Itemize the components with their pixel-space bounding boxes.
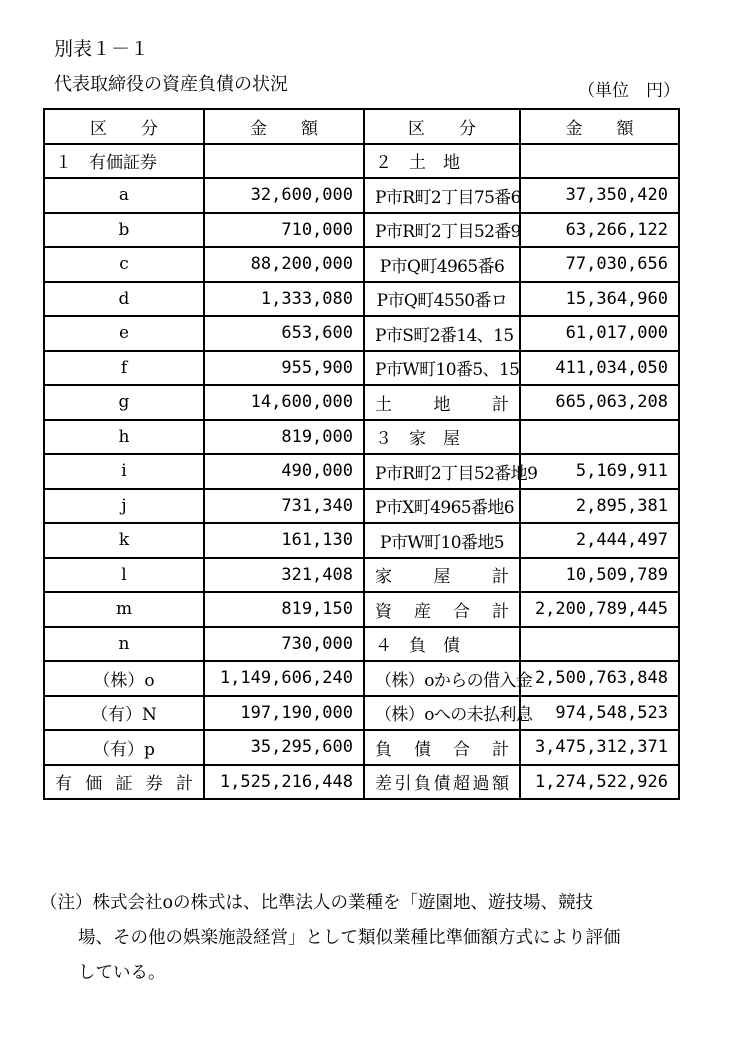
table-row <box>44 282 679 317</box>
left-amount-cell: 88,200,000 <box>204 247 364 282</box>
left-amount-cell: 1,333,080 <box>204 282 364 317</box>
table-row <box>44 558 679 593</box>
table-row <box>44 696 679 731</box>
left-amount-cell: 35,295,600 <box>204 730 364 765</box>
unit-label: （単位 円） <box>578 81 680 101</box>
left-category-cell: j <box>44 489 204 524</box>
left-amount-cell: 14,600,000 <box>204 385 364 420</box>
right-category-cell: 負 債 合 計 <box>364 730 520 765</box>
document-label: 別表１－１ <box>54 38 150 60</box>
right-category-cell: P市R町2丁目52番9 <box>364 213 520 248</box>
right-category-cell: 資 産 合 計 <box>364 592 520 627</box>
footnote <box>40 886 700 991</box>
right-amount-cell: 37,350,420 <box>520 178 679 213</box>
table-caption: 代表取締役の資産負債の状況 <box>54 74 288 95</box>
right-amount-cell: 2,500,763,848 <box>520 661 679 696</box>
asset-liability-table <box>43 108 680 800</box>
right-category-cell: P市Q町4965番6 <box>364 247 520 282</box>
left-category-cell: h <box>44 420 204 455</box>
right-category-cell: P市W町10番地5 <box>364 523 520 558</box>
right-amount-cell: 2,444,497 <box>520 523 679 558</box>
table-row <box>44 420 679 455</box>
header-right-category: 区 分 <box>364 109 520 144</box>
table-row <box>44 765 679 800</box>
left-amount-cell: 653,600 <box>204 316 364 351</box>
left-category-cell: （有）N <box>44 696 204 731</box>
right-amount-cell: 2,895,381 <box>520 489 679 524</box>
right-amount-cell: 665,063,208 <box>520 385 679 420</box>
left-amount-cell: 730,000 <box>204 627 364 662</box>
footnote-line-2: 場、その他の娯楽施設経営」として類似業種比準価額方式により評価 <box>78 928 621 948</box>
left-amount-cell: 321,408 <box>204 558 364 593</box>
right-category-cell: 土 地 計 <box>364 385 520 420</box>
right-category-cell: P市W町10番5、15 <box>364 351 520 386</box>
right-amount-cell: 2,200,789,445 <box>520 592 679 627</box>
table-row <box>44 661 679 696</box>
left-category-cell: c <box>44 247 204 282</box>
left-category-cell: e <box>44 316 204 351</box>
left-category-cell: l <box>44 558 204 593</box>
table-row <box>44 489 679 524</box>
right-category-cell: P市R町2丁目75番6 <box>364 178 520 213</box>
footnote-line-1: （注）株式会社oの株式は、比準法人の業種を「遊園地、遊技場、競技 <box>40 893 594 913</box>
table-row <box>44 385 679 420</box>
right-category-cell: P市Q町4550番ロ <box>364 282 520 317</box>
footnote-line-3: している。 <box>78 963 166 983</box>
table-row <box>44 144 679 179</box>
left-category-cell: １ 有価証券 <box>44 144 204 179</box>
right-amount-cell: 63,266,122 <box>520 213 679 248</box>
left-category-cell: （株）o <box>44 661 204 696</box>
table-row <box>44 213 679 248</box>
left-amount-cell: 955,900 <box>204 351 364 386</box>
right-category-cell: （株）oへの未払利息 <box>364 696 520 731</box>
left-category-cell: 有価証券計 <box>44 765 204 800</box>
left-category-cell: d <box>44 282 204 317</box>
right-amount-cell: 974,548,523 <box>520 696 679 731</box>
right-amount-cell: 3,475,312,371 <box>520 730 679 765</box>
right-category-cell: ２ 土 地 <box>364 144 520 179</box>
left-amount-cell: 819,150 <box>204 592 364 627</box>
right-amount-cell: 15,364,960 <box>520 282 679 317</box>
right-amount-cell <box>520 627 679 662</box>
left-amount-cell: 819,000 <box>204 420 364 455</box>
right-category-cell: 家 屋 計 <box>364 558 520 593</box>
right-amount-cell: 5,169,911 <box>520 454 679 489</box>
left-category-cell: g <box>44 385 204 420</box>
right-amount-cell <box>520 144 679 179</box>
left-amount-cell: 32,600,000 <box>204 178 364 213</box>
table-row <box>44 523 679 558</box>
left-amount-cell <box>204 144 364 179</box>
left-amount-cell: 1,149,606,240 <box>204 661 364 696</box>
left-amount-cell: 197,190,000 <box>204 696 364 731</box>
table-row <box>44 178 679 213</box>
left-category-cell: m <box>44 592 204 627</box>
right-category-cell: （株）oからの借入金 <box>364 661 520 696</box>
header-left-category: 区 分 <box>44 109 204 144</box>
table-row <box>44 316 679 351</box>
right-category-cell: P市R町2丁目52番地9 <box>364 454 520 489</box>
right-category-cell: ４ 負 債 <box>364 627 520 662</box>
table-row <box>44 592 679 627</box>
left-category-cell: b <box>44 213 204 248</box>
left-category-cell: i <box>44 454 204 489</box>
left-category-cell: k <box>44 523 204 558</box>
table-row <box>44 730 679 765</box>
right-amount-cell: 77,030,656 <box>520 247 679 282</box>
left-amount-cell: 710,000 <box>204 213 364 248</box>
right-category-cell: 差引負債超過額 <box>364 765 520 800</box>
right-amount-cell <box>520 420 679 455</box>
header-row <box>44 109 679 144</box>
header-right-amount: 金 額 <box>520 109 679 144</box>
right-amount-cell: 10,509,789 <box>520 558 679 593</box>
left-amount-cell: 1,525,216,448 <box>204 765 364 800</box>
table-row <box>44 454 679 489</box>
right-category-cell: P市S町2番14、15 <box>364 316 520 351</box>
left-amount-cell: 161,130 <box>204 523 364 558</box>
header-left-amount: 金 額 <box>204 109 364 144</box>
right-amount-cell: 1,274,522,926 <box>520 765 679 800</box>
table-row <box>44 351 679 386</box>
right-amount-cell: 411,034,050 <box>520 351 679 386</box>
left-category-cell: a <box>44 178 204 213</box>
right-category-cell: ３ 家 屋 <box>364 420 520 455</box>
table-row <box>44 627 679 662</box>
right-amount-cell: 61,017,000 <box>520 316 679 351</box>
table-row <box>44 247 679 282</box>
right-category-cell: P市X町4965番地6 <box>364 489 520 524</box>
left-category-cell: （有）p <box>44 730 204 765</box>
left-category-cell: n <box>44 627 204 662</box>
left-amount-cell: 731,340 <box>204 489 364 524</box>
left-category-cell: f <box>44 351 204 386</box>
left-amount-cell: 490,000 <box>204 454 364 489</box>
